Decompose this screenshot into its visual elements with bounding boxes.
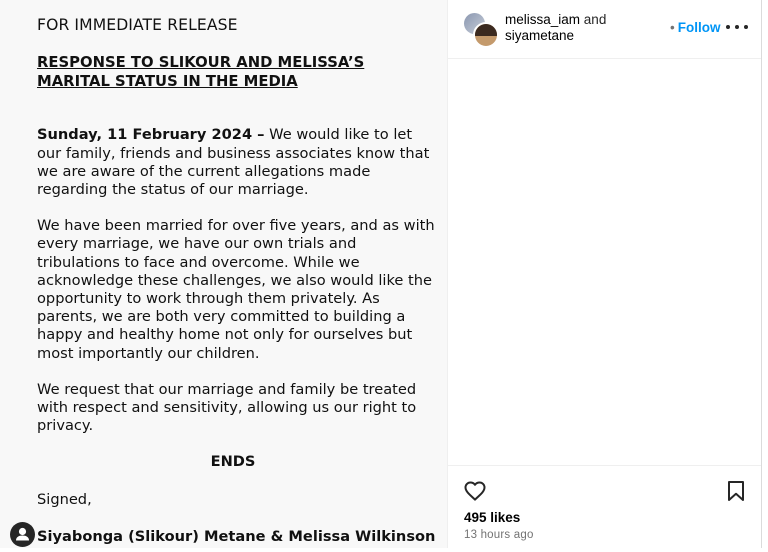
signed-label: Signed, [37,490,92,508]
follow-dot: • [670,20,675,35]
signatories: Siyabonga (Slikour) Metane & Melissa Wilkinson [37,527,436,545]
follow-button[interactable] [670,20,720,35]
post-header [448,0,761,59]
paragraph-1 [37,126,437,199]
release-date: Sunday, 11 February 2024 – [37,126,265,144]
release-title: RESPONSE TO SLIKOUR AND MELISSA’S MARITAL STATUS IN THE MEDIA [37,54,365,90]
release-header: FOR IMMEDIATE RELEASE [37,16,238,34]
avatar[interactable] [473,22,499,48]
bookmark-icon[interactable] [724,479,748,503]
owner-separator: and [583,12,607,27]
post-details-panel [447,0,762,548]
post-timestamp[interactable]: 13 hours ago [464,529,534,541]
likes-count[interactable]: 495 likes [464,510,521,525]
post-owners [505,12,606,44]
heart-icon[interactable] [463,479,487,503]
paragraph-1-text: We would like to let our family, friends and business associates know that we are aware of the current allegations made regarding the status of our marriage. [37,126,430,198]
post-actions [448,465,761,549]
owner-link-1[interactable]: melissa_iam [505,12,581,27]
more-options-icon[interactable] [726,16,748,38]
collab-avatars[interactable] [464,13,496,45]
profile-icon[interactable] [10,522,35,547]
paragraph-2: We have been married for over five years, and as with every marriage, we have our own trials and tribulations to face and overcome. While we acknowledge these challenges, we also would like the opportunity to work through them privately. As parents, we are both very committed to building a happy and healthy home not only for ourselves but most importantly our children. [37,217,435,362]
follow-label: Follow [677,20,721,35]
owner-link-2[interactable]: siyametane [505,28,575,43]
ends-marker: ENDS [210,453,256,471]
press-release-document [37,14,437,546]
paragraph-3: We request that our marriage and family be treated with respect and sensitivity, allowing us our right to privacy. [37,380,417,435]
